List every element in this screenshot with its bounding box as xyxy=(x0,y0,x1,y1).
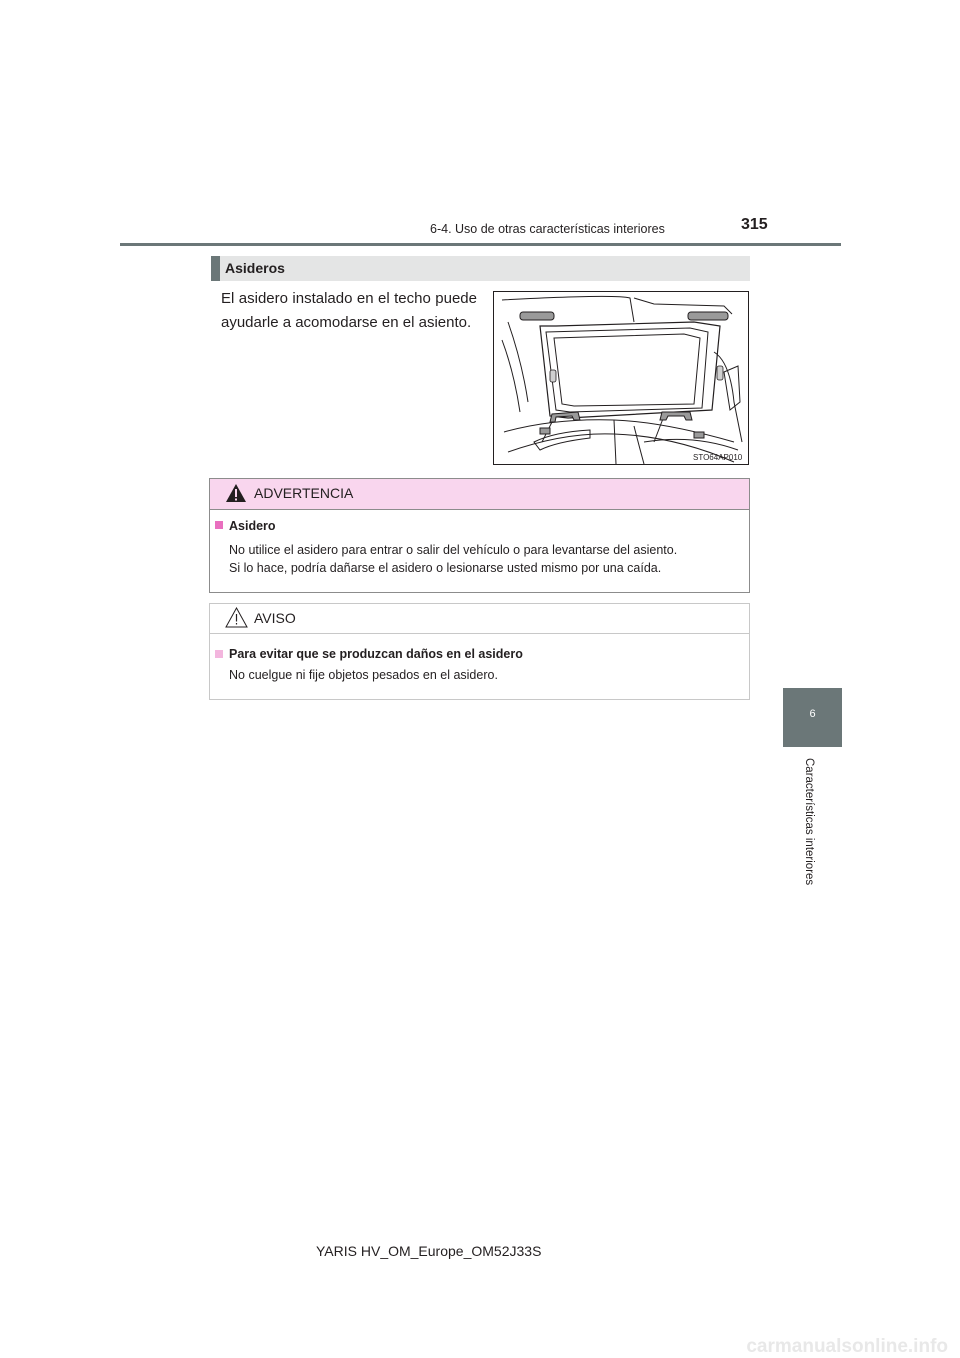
section-body-text: El asidero instalado en el techo puede ayudarle a acomodarse en el asiento. xyxy=(221,290,477,331)
warning-item-title: Asidero xyxy=(229,519,276,533)
warning-item-text xyxy=(229,541,739,577)
warning-item-marker xyxy=(215,521,223,529)
chapter-tab-label: Características interiores xyxy=(803,758,815,886)
notice-item-text: No cuelgue ni fije objetos pesados en el asidero. xyxy=(229,668,498,682)
watermark-logo xyxy=(560,1334,950,1356)
notice-item-marker xyxy=(215,650,223,658)
svg-text:carmanualsonline.info: carmanualsonline.info xyxy=(746,1336,948,1356)
section-heading-accent xyxy=(211,256,220,281)
page-number: 315 xyxy=(741,216,768,233)
car-interior-drawing xyxy=(494,292,748,464)
chapter-tab-number: 6 xyxy=(809,708,816,720)
warning-title: ADVERTENCIA xyxy=(254,485,354,501)
caution-triangle-icon xyxy=(225,607,248,628)
figure-code: STO64AP010 xyxy=(693,453,743,462)
document-id: YARIS HV_OM_Europe_OM52J33S xyxy=(316,1243,542,1259)
header-divider xyxy=(120,243,841,246)
warning-text-line-1: No utilice el asidero para entrar o salir del vehículo o para levantarse del asiento. xyxy=(229,543,678,557)
warning-triangle-icon xyxy=(225,483,247,503)
notice-title: AVISO xyxy=(254,610,296,626)
warning-text-line-2: Si lo hace, podría dañarse el asidero o lesionarse usted mismo por una caída. xyxy=(229,561,662,575)
section-header: 6-4. Uso de otras características interiores xyxy=(430,222,665,236)
assist-grip-illustration xyxy=(493,291,749,465)
section-heading-bar xyxy=(211,256,750,281)
notice-item-title: Para evitar que se produzcan daños en el asidero xyxy=(229,647,523,661)
section-heading: Asideros xyxy=(225,260,285,276)
